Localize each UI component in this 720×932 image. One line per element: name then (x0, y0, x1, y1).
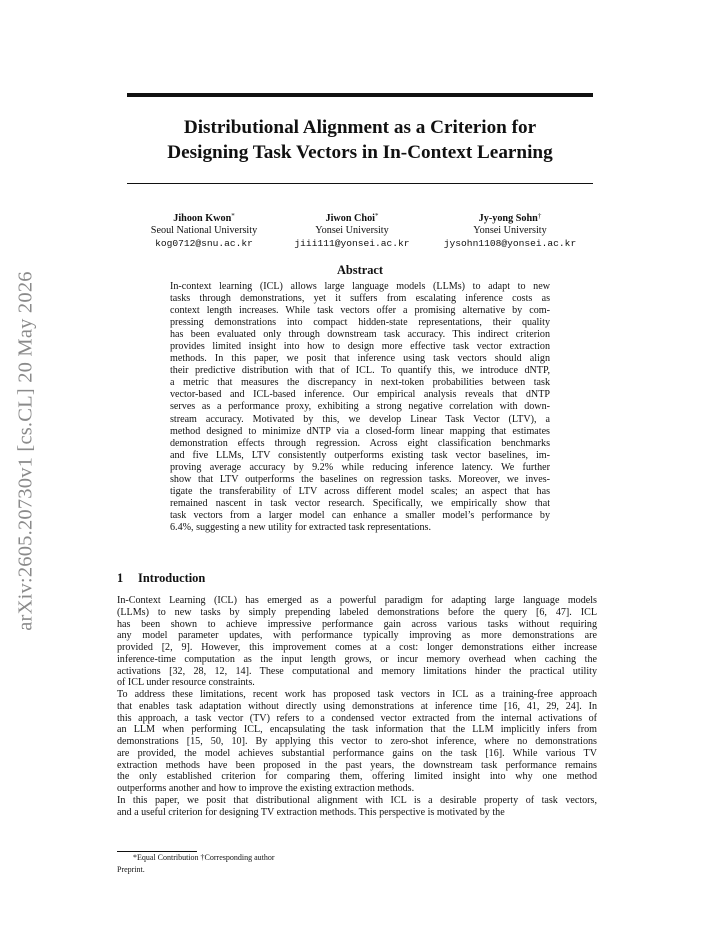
author-3-email: jysohn1108@yonsei.ac.kr (443, 237, 577, 249)
abstract-line: and five LLMs, LTV consistently outperforms existing task vector baselines, im- (170, 449, 550, 461)
arxiv-identifier (6, 256, 46, 646)
author-1-email: kog0712@snu.ac.kr (155, 237, 253, 249)
body-line: In this paper, we posit that distributional alignment with ICL is a desirable property of task vectors, (117, 794, 597, 806)
author-2-name: Jiwon Choi (325, 213, 376, 224)
abstract-line: pressing demonstrations into compact hidden-state representations, their quality (170, 317, 550, 329)
body-line: inference-time computation as the input length grows, or incur memory overhead when caching the (117, 653, 597, 665)
author-2-affiliation: Yonsei University (315, 225, 389, 237)
abstract-line: provides limited insight into how to design more effective task vector extraction (170, 341, 550, 353)
author-2 (287, 210, 417, 250)
body-line: extraction methods have been proposed in the past years, the downstream task performance remains (117, 759, 597, 771)
body-line: To address these limitations, recent work has proposed task vectors in ICL as a training-free approach (117, 689, 597, 700)
body-line: this approach, a task vector (TV) refers to a condensed vector extracted from the internal activations of (117, 712, 597, 724)
abstract-heading: Abstract (336, 263, 384, 277)
author-2-mark: * (375, 212, 379, 220)
body-line: In-Context Learning (ICL) has emerged as a powerful paradigm for adapting large language models (117, 595, 597, 606)
abstract-line: stream accuracy. Motivated by this, we develop Linear Task Vector (LTV), a (170, 413, 550, 425)
abstract-line: 6.4%, suggesting a new utility for extracted task representations. (170, 521, 431, 533)
abstract-line: context length increases. While task vectors offer a promising alternative by com- (170, 305, 550, 317)
author-3 (430, 210, 590, 250)
abstract-line: demonstration effects through regression. Across eight classification benchmarks (170, 437, 550, 449)
footnote: *Equal Contribution †Corresponding author (133, 853, 275, 862)
author-1-name: Jihoon Kwon (173, 213, 232, 224)
section-number: 1 (117, 571, 124, 585)
body-line: of ICL under resource constraints. (117, 677, 255, 689)
abstract-line: show that LTV outperforms the baselines on regression tasks. Moreover, we inves- (170, 473, 550, 485)
author-block (127, 210, 593, 250)
abstract-line: tigate the transferability of LTV across different model scales; an aspect that has (170, 485, 550, 497)
section-heading (117, 571, 205, 586)
abstract-body (170, 281, 550, 534)
body-line: outperforms another and how to improve the existing extraction methods. (117, 783, 415, 794)
abstract-line: task vectors from a larger model can enhance a smaller model’s performance by (170, 509, 550, 521)
body-line: (LLMs) to new tasks by simply prepending labeled demonstrations before the query [6, 47]. ICL (117, 606, 597, 618)
author-1-affiliation: Seoul National University (150, 225, 258, 237)
paper-title-line-2: Designing Task Vectors in In-Context Learning (167, 142, 553, 163)
arxiv-identifier-text: arXiv:2605.20730v1 [cs.CL] 20 May 2026 (14, 271, 37, 631)
body-line: provided [2, 9]. However, this improvement comes at a cost: longer demonstrations either increase (117, 642, 597, 653)
introduction-body (117, 595, 597, 818)
paper-title-line-1: Distributional Alignment as a Criterion for (183, 117, 537, 138)
abstract-line: serves as a performance proxy, exhibiting a strong negative correlation with down- (170, 401, 550, 413)
author-3-affiliation: Yonsei University (473, 225, 547, 237)
paper-title (127, 115, 593, 165)
abstract-line: In-context learning (ICL) allows large language models (LLMs) to adapt to new (170, 281, 550, 292)
body-line: and a useful criterion for designing TV extraction methods. This perspective is motivated by the (117, 806, 505, 818)
author-3-mark: † (537, 212, 542, 220)
abstract-line: remained nascent in task vector research. Specifically, we empirically show that (170, 497, 550, 509)
abstract-line: a metric that measures the discrepancy in next-token probabilities between task (170, 377, 550, 389)
title-rule-bottom (127, 183, 593, 184)
body-line: that enables task adaptation without directly using demonstrations at inference time [16, 41, 29, 24]. In (117, 700, 597, 712)
title-rule-top (127, 93, 593, 97)
author-2-email: jiii111@yonsei.ac.kr (294, 237, 410, 249)
preprint-label: Preprint. (117, 865, 145, 874)
abstract-line: their predictive distribution with that of ICL. To quantify this, we introduce dNTP, (170, 365, 550, 377)
abstract-line: proving average accuracy by 9.2% while reducing inference latency. We further (170, 461, 550, 473)
author-1-mark: * (231, 212, 235, 220)
body-line: the only established criterion for comparing them, offering limited insight into why one method (117, 771, 597, 783)
body-line: are provided, the model achieves substantial performance gains on the task [16]. While various TV (117, 747, 597, 759)
abstract-line: has been evaluated only through downstream task accuracy. This indirect criterion (170, 329, 550, 341)
abstract-line: vector-based and ICL-based inference. Our empirical analysis reveals that dNTP (170, 389, 550, 401)
abstract-line: method designed to minimize dNTP via a closed-form linear mapping that estimates (170, 425, 550, 437)
author-3-name: Jy-yong Sohn (478, 213, 538, 224)
abstract-line: methods. In this paper, we posit that inference using task vectors should align (170, 353, 550, 365)
section-title: Introduction (138, 571, 206, 585)
footnote-rule (117, 851, 197, 852)
body-line: demonstrations [15, 50, 10]. By applying this vector to zero-shot inference, where no demonstrations (117, 736, 597, 747)
abstract-line: tasks through demonstrations, yet it suffers from escalating inference costs as (170, 293, 550, 305)
body-line: has been shown to achieve impressive performance gain across various tasks without requiring (117, 618, 597, 630)
body-line: activations [32, 28, 12, 14]. These computational and memory limitations hinder the practical utility (117, 665, 597, 677)
body-line: an LLM when performing ICL, encapsulating the task information that the LLM implicitly infers from (117, 724, 597, 736)
body-line: any model parameter updates, with performance typically improving as more demonstrations are (117, 630, 597, 642)
author-1 (143, 210, 265, 250)
